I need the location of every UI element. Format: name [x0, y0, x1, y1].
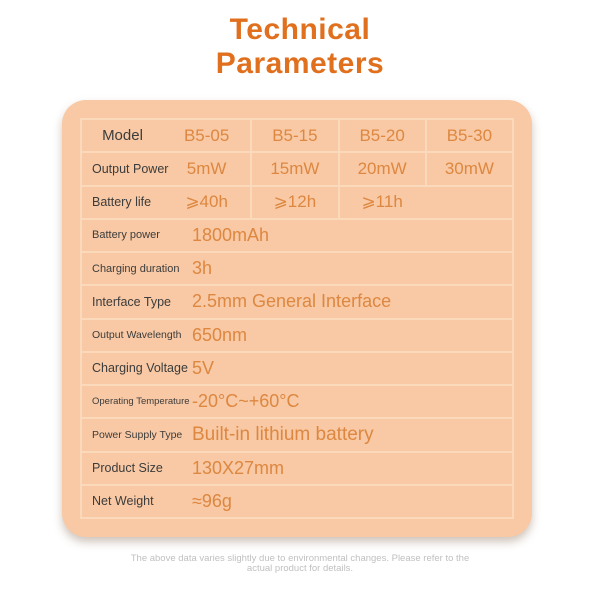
cell-power-supply-type: Built-in lithium battery	[192, 423, 374, 445]
cell-output-wavelength: 650nm	[192, 324, 248, 345]
row-label-battery-power: Battery power	[92, 229, 160, 242]
table-row-product-size	[82, 451, 512, 484]
row-label-charging-voltage: Charging Voltage	[92, 361, 188, 376]
cell-interface-type: 2.5mm General Interface	[192, 291, 392, 312]
table-row-interface-type	[82, 284, 512, 317]
cell-output-power-1: 5mW	[186, 158, 227, 178]
cell-model-4: B5-30	[425, 120, 512, 151]
cell-output-power-3: 20mW	[338, 153, 425, 184]
row-label-output-power: Output Power	[92, 161, 169, 176]
row-label-model: Model	[102, 127, 143, 145]
table-row-model	[82, 120, 512, 151]
footer-note-line2: actual product for details.	[246, 563, 354, 574]
row-label-product-size: Product Size	[92, 461, 163, 476]
cell-operating-temperature: -20°C~+60°C	[192, 391, 300, 412]
table-row-battery-life	[82, 185, 512, 218]
table-row-output-wavelength	[82, 318, 512, 351]
cell-model-2: B5-15	[250, 120, 337, 151]
cell-output-power-2: 15mW	[250, 153, 337, 184]
spec-panel	[62, 100, 532, 537]
row-label-charging-duration: Charging duration	[92, 262, 180, 275]
footer-note-line1: The above data varies slightly due to environmental changes. Please refer to the	[130, 553, 470, 564]
cell-battery-life-2: ⩾12h	[250, 187, 337, 218]
cell-output-power-4: 30mW	[425, 153, 512, 184]
page-title	[0, 13, 600, 81]
table-row-operating-temperature	[82, 384, 512, 417]
cell-charging-voltage: 5V	[192, 357, 215, 378]
page-title-line1: Technical	[229, 13, 371, 46]
cell-net-weight: ≈96g	[192, 490, 232, 511]
table-row-power-supply-type	[82, 417, 512, 450]
row-label-battery-life: Battery life	[92, 195, 152, 210]
row-label-net-weight: Net Weight	[92, 494, 154, 509]
cell-model-1: B5-05	[183, 125, 230, 145]
cell-battery-life-1: ⩾40h	[185, 192, 228, 212]
row-label-output-wavelength: Output Wavelength	[92, 329, 182, 342]
spec-table	[80, 118, 514, 519]
row-label-interface-type: Interface Type	[92, 294, 171, 309]
page-title-line2: Parameters	[215, 47, 385, 80]
table-row-output-power	[82, 151, 512, 184]
footer-note	[0, 554, 600, 574]
table-row-charging-duration	[82, 251, 512, 284]
table-row-battery-power	[82, 218, 512, 251]
cell-battery-power: 1800mAh	[192, 224, 270, 245]
cell-model-3: B5-20	[338, 120, 425, 151]
cell-product-size: 130X27mm	[192, 457, 285, 478]
row-label-operating-temperature: Operating Temperature	[92, 396, 190, 408]
table-row-charging-voltage	[82, 351, 512, 384]
cell-charging-duration: 3h	[192, 258, 213, 279]
row-label-power-supply-type: Power Supply Type	[92, 428, 183, 441]
cell-battery-life-3: ⩾11h	[338, 187, 425, 218]
table-row-net-weight	[82, 484, 512, 517]
